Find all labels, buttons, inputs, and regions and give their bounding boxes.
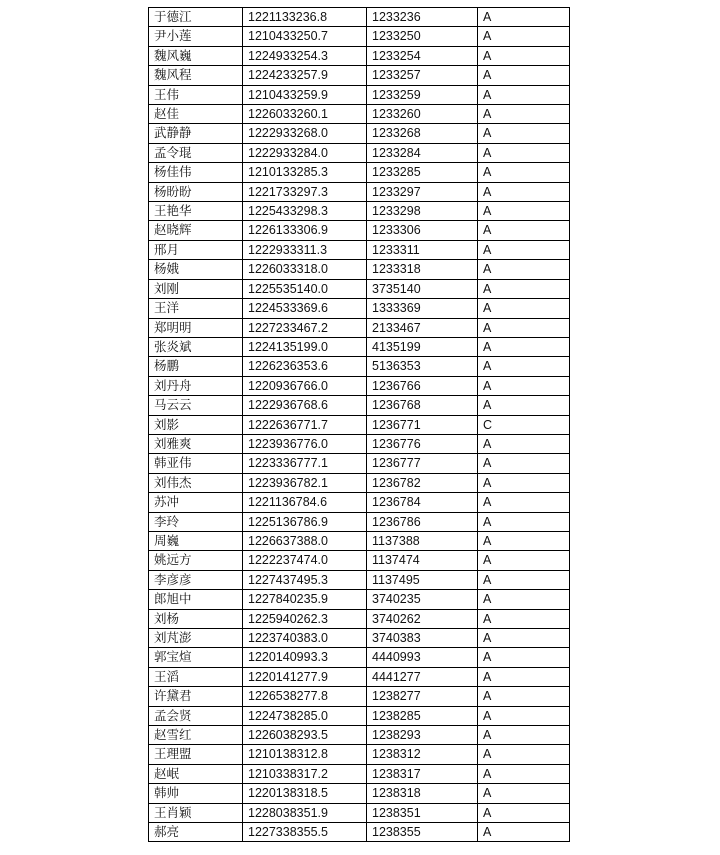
score-cell: 1223936782.1 <box>243 473 367 492</box>
name-cell: 刘丹舟 <box>149 376 243 395</box>
score-cell: 1224135199.0 <box>243 337 367 356</box>
table-row <box>149 396 570 415</box>
name-cell: 刘影 <box>149 415 243 434</box>
grade-cell: A <box>478 706 570 725</box>
table-row <box>149 745 570 764</box>
id-cell: 1238317 <box>367 764 478 783</box>
grade-cell: A <box>478 434 570 453</box>
score-cell: 1210433259.9 <box>243 85 367 104</box>
grade-cell: A <box>478 46 570 65</box>
name-cell: 郝亮 <box>149 823 243 842</box>
table-body <box>149 8 570 842</box>
id-cell: 4440993 <box>367 648 478 667</box>
table-row <box>149 415 570 434</box>
score-cell: 1224933254.3 <box>243 46 367 65</box>
grade-cell: A <box>478 396 570 415</box>
table-row <box>149 493 570 512</box>
grade-cell: A <box>478 764 570 783</box>
grade-cell: A <box>478 8 570 27</box>
name-cell: 郑明明 <box>149 318 243 337</box>
name-cell: 刘刚 <box>149 279 243 298</box>
id-cell: 1233259 <box>367 85 478 104</box>
name-cell: 赵岷 <box>149 764 243 783</box>
id-cell: 2133467 <box>367 318 478 337</box>
table-row <box>149 784 570 803</box>
grade-cell: A <box>478 376 570 395</box>
table-row <box>149 85 570 104</box>
id-cell: 1233297 <box>367 182 478 201</box>
table-row <box>149 648 570 667</box>
grade-cell: A <box>478 531 570 550</box>
table-row <box>149 609 570 628</box>
table-row <box>149 803 570 822</box>
name-cell: 尹小莲 <box>149 27 243 46</box>
name-cell: 孟令琨 <box>149 143 243 162</box>
name-cell: 张炎斌 <box>149 337 243 356</box>
grade-cell: A <box>478 512 570 531</box>
score-cell: 1220936766.0 <box>243 376 367 395</box>
table-row <box>149 706 570 725</box>
table-row <box>149 629 570 648</box>
score-cell: 1222936768.6 <box>243 396 367 415</box>
table-row <box>149 46 570 65</box>
score-cell: 1225535140.0 <box>243 279 367 298</box>
score-cell: 1223936776.0 <box>243 434 367 453</box>
grade-cell: A <box>478 570 570 589</box>
results-table <box>148 7 570 842</box>
id-cell: 3740262 <box>367 609 478 628</box>
score-cell: 1210338317.2 <box>243 764 367 783</box>
score-cell: 1210133285.3 <box>243 163 367 182</box>
id-cell: 1238312 <box>367 745 478 764</box>
score-cell: 1227338355.5 <box>243 823 367 842</box>
grade-cell: A <box>478 85 570 104</box>
id-cell: 1137495 <box>367 570 478 589</box>
score-cell: 1226038293.5 <box>243 726 367 745</box>
table-row <box>149 163 570 182</box>
name-cell: 刘芃澎 <box>149 629 243 648</box>
name-cell: 刘杨 <box>149 609 243 628</box>
name-cell: 李彦彦 <box>149 570 243 589</box>
id-cell: 1233254 <box>367 46 478 65</box>
table-row <box>149 318 570 337</box>
grade-cell: A <box>478 648 570 667</box>
score-cell: 1223740383.0 <box>243 629 367 648</box>
id-cell: 3740235 <box>367 590 478 609</box>
name-cell: 孟会贤 <box>149 706 243 725</box>
score-cell: 1221136784.6 <box>243 493 367 512</box>
id-cell: 1236771 <box>367 415 478 434</box>
score-cell: 1222636771.7 <box>243 415 367 434</box>
id-cell: 1238351 <box>367 803 478 822</box>
table-row <box>149 240 570 259</box>
grade-cell: A <box>478 454 570 473</box>
table-row <box>149 590 570 609</box>
grade-cell: A <box>478 66 570 85</box>
name-cell: 武静静 <box>149 124 243 143</box>
name-cell: 刘伟杰 <box>149 473 243 492</box>
id-cell: 1233318 <box>367 260 478 279</box>
table-row <box>149 143 570 162</box>
score-cell: 1220138318.5 <box>243 784 367 803</box>
grade-cell: A <box>478 337 570 356</box>
table-row <box>149 202 570 221</box>
id-cell: 3735140 <box>367 279 478 298</box>
name-cell: 魏风巍 <box>149 46 243 65</box>
name-cell: 韩亚伟 <box>149 454 243 473</box>
id-cell: 1238355 <box>367 823 478 842</box>
grade-cell: A <box>478 143 570 162</box>
score-cell: 1225136786.9 <box>243 512 367 531</box>
table-row <box>149 279 570 298</box>
name-cell: 郎旭中 <box>149 590 243 609</box>
score-cell: 1226637388.0 <box>243 531 367 550</box>
name-cell: 魏风程 <box>149 66 243 85</box>
table-row <box>149 667 570 686</box>
id-cell: 1137474 <box>367 551 478 570</box>
name-cell: 韩帅 <box>149 784 243 803</box>
score-cell: 1222933284.0 <box>243 143 367 162</box>
score-cell: 1224738285.0 <box>243 706 367 725</box>
grade-cell: A <box>478 493 570 512</box>
name-cell: 郭宝煊 <box>149 648 243 667</box>
id-cell: 5136353 <box>367 357 478 376</box>
grade-cell: A <box>478 318 570 337</box>
score-cell: 1227233467.2 <box>243 318 367 337</box>
score-cell: 1225433298.3 <box>243 202 367 221</box>
name-cell: 邢月 <box>149 240 243 259</box>
grade-cell: A <box>478 299 570 318</box>
table-row <box>149 337 570 356</box>
score-cell: 1226236353.6 <box>243 357 367 376</box>
name-cell: 周巍 <box>149 531 243 550</box>
score-cell: 1221733297.3 <box>243 182 367 201</box>
grade-cell: A <box>478 105 570 124</box>
id-cell: 1233298 <box>367 202 478 221</box>
table-row <box>149 726 570 745</box>
score-cell: 1222933311.3 <box>243 240 367 259</box>
name-cell: 刘雅爽 <box>149 434 243 453</box>
id-cell: 1236768 <box>367 396 478 415</box>
grade-cell: A <box>478 260 570 279</box>
id-cell: 4135199 <box>367 337 478 356</box>
grade-cell: A <box>478 784 570 803</box>
table-row <box>149 454 570 473</box>
id-cell: 3740383 <box>367 629 478 648</box>
table-row <box>149 260 570 279</box>
id-cell: 1233236 <box>367 8 478 27</box>
id-cell: 1238318 <box>367 784 478 803</box>
id-cell: 1236776 <box>367 434 478 453</box>
score-cell: 1221133236.8 <box>243 8 367 27</box>
grade-cell: A <box>478 629 570 648</box>
grade-cell: A <box>478 202 570 221</box>
name-cell: 姚远方 <box>149 551 243 570</box>
name-cell: 王理盟 <box>149 745 243 764</box>
score-cell: 1226133306.9 <box>243 221 367 240</box>
name-cell: 赵佳 <box>149 105 243 124</box>
name-cell: 杨盼盼 <box>149 182 243 201</box>
grade-cell: A <box>478 221 570 240</box>
grade-cell: A <box>478 124 570 143</box>
grade-cell: A <box>478 803 570 822</box>
table-row <box>149 434 570 453</box>
id-cell: 1233285 <box>367 163 478 182</box>
table-row <box>149 531 570 550</box>
id-cell: 1236784 <box>367 493 478 512</box>
grade-cell: A <box>478 279 570 298</box>
score-cell: 1224233257.9 <box>243 66 367 85</box>
grade-cell: A <box>478 823 570 842</box>
name-cell: 王肖颖 <box>149 803 243 822</box>
grade-cell: C <box>478 415 570 434</box>
score-cell: 1226033318.0 <box>243 260 367 279</box>
id-cell: 4441277 <box>367 667 478 686</box>
id-cell: 1238277 <box>367 687 478 706</box>
score-cell: 1224533369.6 <box>243 299 367 318</box>
table-row <box>149 8 570 27</box>
table-row <box>149 473 570 492</box>
score-cell: 1220140993.3 <box>243 648 367 667</box>
id-cell: 1233260 <box>367 105 478 124</box>
id-cell: 1137388 <box>367 531 478 550</box>
grade-cell: A <box>478 27 570 46</box>
table-row <box>149 376 570 395</box>
name-cell: 王洋 <box>149 299 243 318</box>
name-cell: 赵雪红 <box>149 726 243 745</box>
name-cell: 苏冲 <box>149 493 243 512</box>
id-cell: 1238285 <box>367 706 478 725</box>
score-cell: 1210138312.8 <box>243 745 367 764</box>
name-cell: 于德江 <box>149 8 243 27</box>
grade-cell: A <box>478 473 570 492</box>
name-cell: 王艳华 <box>149 202 243 221</box>
score-cell: 1226033260.1 <box>243 105 367 124</box>
table-row <box>149 27 570 46</box>
score-cell: 1226538277.8 <box>243 687 367 706</box>
table-row <box>149 823 570 842</box>
name-cell: 李玲 <box>149 512 243 531</box>
score-cell: 1228038351.9 <box>243 803 367 822</box>
id-cell: 1236786 <box>367 512 478 531</box>
id-cell: 1233250 <box>367 27 478 46</box>
name-cell: 许黛君 <box>149 687 243 706</box>
score-cell: 1227840235.9 <box>243 590 367 609</box>
grade-cell: A <box>478 163 570 182</box>
name-cell: 赵晓辉 <box>149 221 243 240</box>
table-row <box>149 687 570 706</box>
id-cell: 1238293 <box>367 726 478 745</box>
table-row <box>149 551 570 570</box>
name-cell: 王滔 <box>149 667 243 686</box>
id-cell: 1233257 <box>367 66 478 85</box>
id-cell: 1233284 <box>367 143 478 162</box>
table-row <box>149 221 570 240</box>
id-cell: 1233306 <box>367 221 478 240</box>
name-cell: 王伟 <box>149 85 243 104</box>
table-row <box>149 764 570 783</box>
name-cell: 杨佳伟 <box>149 163 243 182</box>
score-cell: 1227437495.3 <box>243 570 367 589</box>
table-row <box>149 299 570 318</box>
grade-cell: A <box>478 357 570 376</box>
id-cell: 1233268 <box>367 124 478 143</box>
table-row <box>149 105 570 124</box>
grade-cell: A <box>478 551 570 570</box>
table-row <box>149 512 570 531</box>
grade-cell: A <box>478 182 570 201</box>
table-row <box>149 124 570 143</box>
grade-cell: A <box>478 687 570 706</box>
score-cell: 1225940262.3 <box>243 609 367 628</box>
grade-cell: A <box>478 726 570 745</box>
grade-cell: A <box>478 590 570 609</box>
table-row <box>149 182 570 201</box>
score-cell: 1222933268.0 <box>243 124 367 143</box>
score-cell: 1223336777.1 <box>243 454 367 473</box>
name-cell: 马云云 <box>149 396 243 415</box>
name-cell: 杨娥 <box>149 260 243 279</box>
table-row <box>149 66 570 85</box>
table-row <box>149 570 570 589</box>
id-cell: 1236782 <box>367 473 478 492</box>
id-cell: 1233311 <box>367 240 478 259</box>
grade-cell: A <box>478 745 570 764</box>
grade-cell: A <box>478 240 570 259</box>
score-cell: 1210433250.7 <box>243 27 367 46</box>
id-cell: 1333369 <box>367 299 478 318</box>
table-row <box>149 357 570 376</box>
score-cell: 1220141277.9 <box>243 667 367 686</box>
id-cell: 1236777 <box>367 454 478 473</box>
score-cell: 1222237474.0 <box>243 551 367 570</box>
name-cell: 杨鹏 <box>149 357 243 376</box>
grade-cell: A <box>478 609 570 628</box>
grade-cell: A <box>478 667 570 686</box>
id-cell: 1236766 <box>367 376 478 395</box>
